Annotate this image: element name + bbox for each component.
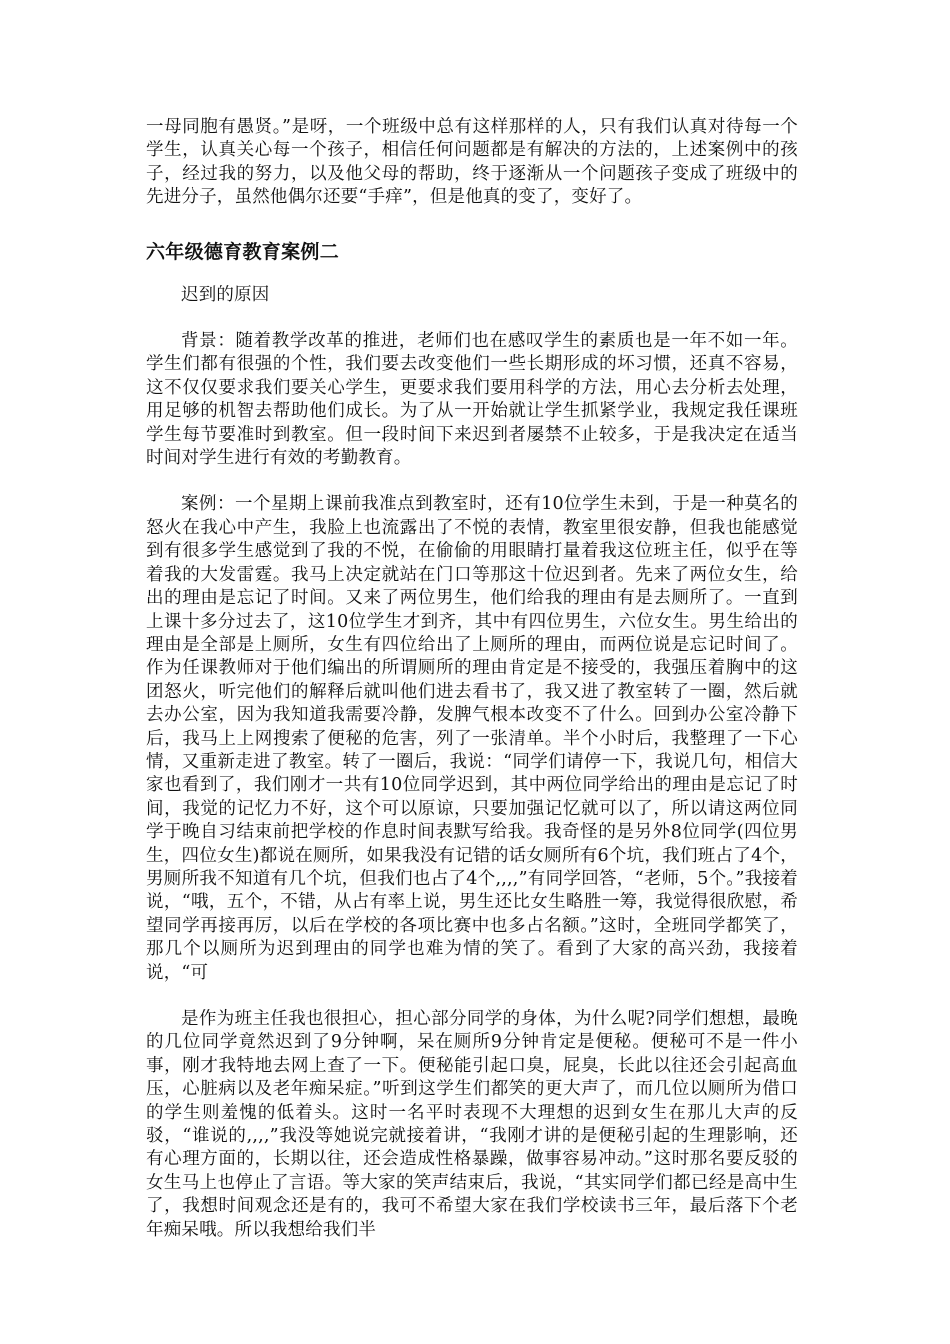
- intro-paragraph: 一母同胞有愚贤。”是呀，一个班级中总有这样那样的人，只有我们认真对待每一个学生，认真关心每一个孩子，相信任何问题都是有解决的方法的，上述案例中的孩子，经过我的努力，以及他父母的帮助，终于逐渐从一个问题孩子变成了班级中的先进分子，虽然他偶尔还要“手痒”，但是他真的变了，变好了。: [146, 117, 798, 208]
- case-subtitle: 迟到的原因: [181, 284, 270, 305]
- background-paragraph: 背景：随着教学改革的推进，老师们也在感叹学生的素质也是一年不如一年。学生们都有很强的个性，我们要去改变他们一些长期形成的坏习惯，还真不容易，这不仅仅要求我们要关心学生，更要求我们要用科学的方法，用心去分析去处理，用足够的机智去帮助他们成长。为了从一开始就让学生抓紧学业，我规定我任课班学生每节要准时到教室。但一段时间下来迟到者屡禁不止较多，于是我决定在适当时间对学生进行有效的考勤教育。: [146, 331, 798, 469]
- case-paragraph: 案例：一个星期上课前我准点到教室时，还有10位学生未到，于是一种莫名的怒火在我心中产生，我脸上也流露出了不悦的表情，教室里很安静，但我也能感觉到有很多学生感觉到了我的不悦，在偷偷的用眼睛打量着我这位班主任，似乎在等着我的大发雷霆。我马上决定就站在门口等那这十位迟到者。先来了两位女生，给出的理由是忘记了时间。又来了两位男生，他们给我的理由有是去厕所了。一直到上课十多分过去了，这10位学生才到齐，其中有四位男生，六位女生。男生给出的理由是全部是上厕所，女生有四位给出了上厕所的理由，而两位说是忘记时间了。作为任课教师对于他们编出的所谓厕所的理由肯定是不接受的，我强压着胸中的这团怒火，听完他们的解释后就叫他们进去看书了，我又进了教室转了一圈，然后就去办公室，因为我知道我需要冷静，发脾气根本改变不了什么。回到办公室冷静下后，我马上上网搜索了便秘的危害，列了一张清单。半个小时后，我整理了一下心情，又重新走进了教室。转了一圈后，我说：“同学们请停一下，我说几句，相信大家也看到了，我们刚才一共有10位同学迟到，其中两位同学给出的理由是忘记了时间，我觉的记忆力不好，这个可以原谅，只要加强记忆就可以了，所以请这两位同学于晚自习结束前把学校的作息时间表默写给我。我奇怪的是另外8位同学(四位男生，四位女生)都说在厕所，如果我没有记错的话女厕所有6个坑，我们班占了4个，男厕所我不知道有几个坑，但我们也占了4个,,,,”有同学回答，“老师，5个。”我接着说，“哦，五个，不错，从占有率上说，男生还比女生略胜一筹，我觉得很欣慰，希望同学再接再厉，以后在学校的各项比赛中也多占名额。”这时，全班同学都笑了，那几个以厕所为迟到理由的同学也难为情的笑了。看到了大家的高兴劲，我接着说，“可: [146, 494, 798, 983]
- document-page: [146, 116, 798, 1242]
- continuation-paragraph: 是作为班主任我也很担心，担心部分同学的身体，为什么呢?同学们想想，最晚的几位同学竟然迟到了9分钟啊，呆在厕所9分钟肯定是便秘。便秘可不是一件小事，刚才我特地去网上查了一下。便秘能引起口臭，屁臭，长此以往还会引起高血压，心脏病以及老年痴呆症。”听到这学生们都笑的更大声了，而几位以厕所为借口的学生则羞愧的低着头。这时一名平时表现不大理想的迟到女生在那儿大声的反驳，“谁说的,,,,”我没等她说完就接着讲，“我刚才讲的是便秘引起的生理影响，还有心理方面的，长期以往，还会造成性格暴躁，做事容易冲动。”这时那名要反驳的女生马上也停止了言语。等大家的笑声结束后，我说，“其实同学们都已经是高中生了，我想时间观念还是有的，我可不希望大家在我们学校读书三年，最后落下个老年痴呆哦。所以我想给我们半: [146, 1009, 798, 1240]
- section-heading: 六年级德育教育案例二: [146, 240, 340, 263]
